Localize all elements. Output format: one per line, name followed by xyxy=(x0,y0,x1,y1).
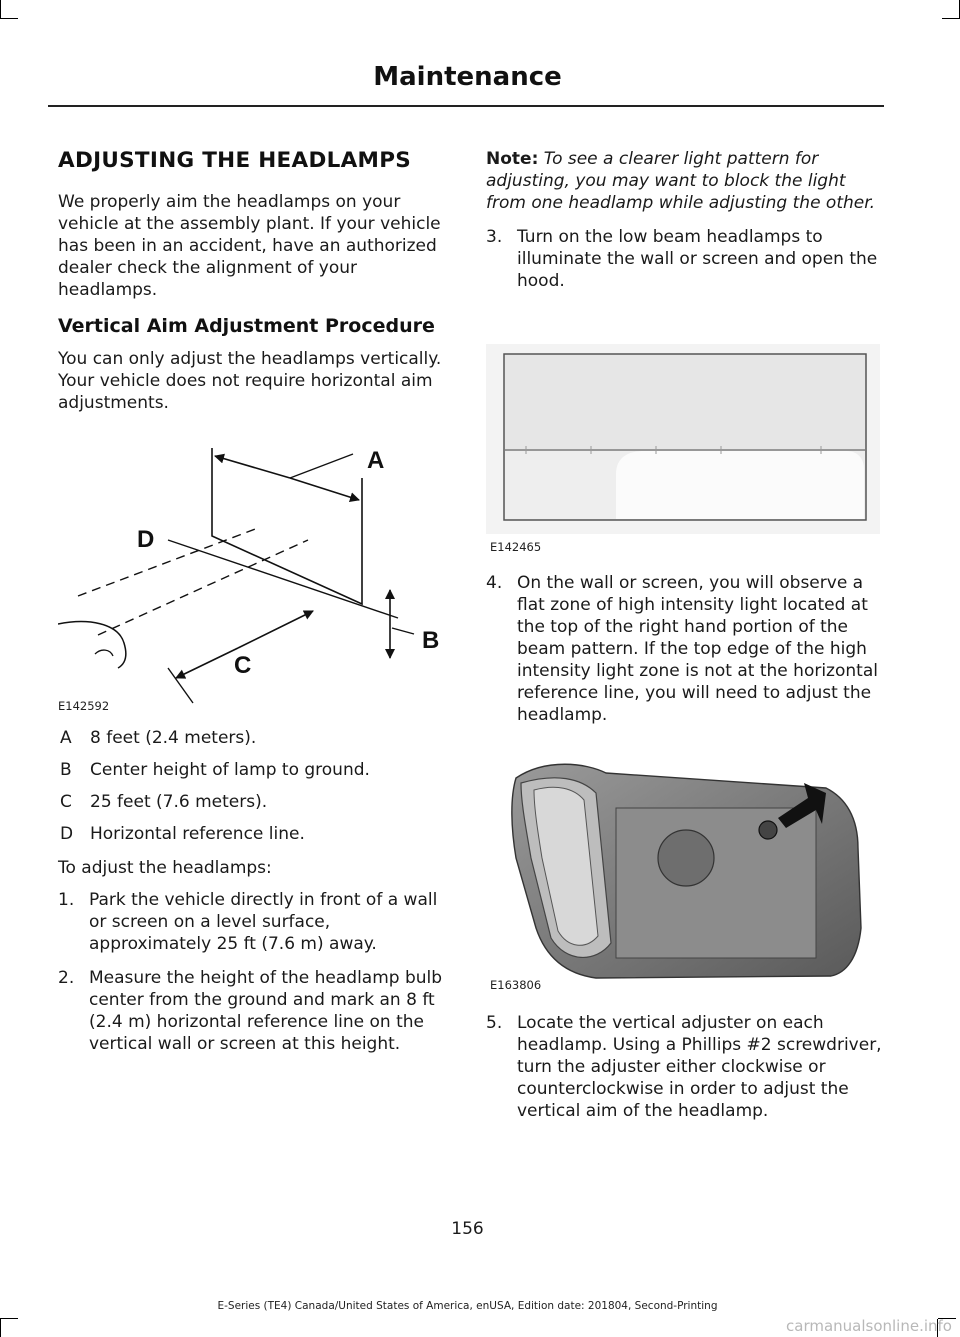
step-number: 3. xyxy=(486,227,503,247)
beam-line-lower xyxy=(98,540,308,635)
step-text: Locate the vertical adjuster on each headlamp. Using a Phillips #2 screwdriver, turn the adjuster either clockwise or counterclockwise in order to adjust the vertical aim of the headlamp. xyxy=(517,1013,882,1121)
aim-diagram xyxy=(58,428,448,713)
dimension-arrow-a-right xyxy=(290,478,359,500)
step-item xyxy=(486,572,884,726)
legend-key: D xyxy=(60,824,74,844)
step-text: Turn on the low beam headlamps to illuminate the wall or screen and open the hood. xyxy=(517,227,878,291)
step-item xyxy=(58,967,448,1055)
page-number: 156 xyxy=(451,1219,484,1239)
label-c: C xyxy=(234,652,252,679)
step-item xyxy=(58,889,448,955)
label-b: B xyxy=(422,627,440,654)
legend-value: Center height of lamp to ground. xyxy=(90,760,370,780)
step-text: On the wall or screen, you will observe a flat zone of high intensity light located at the top of the right hand portion of the beam pattern. If the top edge of the high intensity light zone is not at the horizontal reference line, you will need to adjust the headlamp. xyxy=(517,573,878,725)
leader-line-c xyxy=(168,668,193,703)
legend-row xyxy=(58,759,448,781)
figure-code: E142592 xyxy=(58,699,110,713)
crop-mark xyxy=(0,1319,1,1337)
header-divider xyxy=(48,105,884,107)
high-intensity-zone xyxy=(616,451,864,519)
step-item xyxy=(486,226,884,292)
legend-table xyxy=(58,727,448,845)
adjust-intro: To adjust the headlamps: xyxy=(58,858,272,878)
legend-row xyxy=(58,791,448,813)
figure-code: E142465 xyxy=(490,540,542,554)
subheading: Vertical Aim Adjustment Procedure xyxy=(58,315,435,337)
vehicle-wheel-arc xyxy=(95,650,113,656)
left-column xyxy=(58,148,448,1067)
legend-row xyxy=(58,823,448,845)
leader-line-b xyxy=(392,628,414,634)
step-number: 5. xyxy=(486,1013,503,1033)
step-number: 4. xyxy=(486,573,503,593)
page-section-title: Maintenance xyxy=(373,62,562,92)
legend-key: C xyxy=(60,792,72,812)
crop-mark xyxy=(0,18,18,19)
headlamp-back-plate xyxy=(616,808,816,958)
step-number: 1. xyxy=(58,890,75,910)
label-d: D xyxy=(137,526,155,553)
intro-paragraph: We properly aim the headlamps on your vehicle at the assembly plant. If your vehicle has been in an accident, have an authorized dealer check the alignment of your headlamps. xyxy=(58,192,441,300)
step-text: Measure the height of the headlamp bulb center from the ground and mark an 8 ft (2.4 m) horizontal reference line on the vertical wall or screen at this height. xyxy=(89,968,443,1054)
crop-mark xyxy=(942,18,960,19)
watermark: carmanualsonline.info xyxy=(786,1317,952,1335)
dimension-arrow-a-left xyxy=(215,456,290,478)
aim-diagram-figure xyxy=(58,428,448,713)
crop-mark xyxy=(0,1318,18,1319)
figure-code: E163806 xyxy=(490,978,542,992)
note-text: To see a clearer light pattern for adjusting, you may want to block the light from one headlamp while adjusting the other. xyxy=(486,149,876,213)
page-title: ADJUSTING THE HEADLAMPS xyxy=(58,148,412,173)
vehicle-front-outline xyxy=(58,622,126,668)
legend-row xyxy=(58,727,448,749)
headlamp-illustration xyxy=(486,738,884,1000)
right-column xyxy=(486,148,884,1134)
bulb-socket xyxy=(658,830,714,886)
step-text: Park the vehicle directly in front of a wall or screen on a level surface, approximately 25 ft (7.6 m) away. xyxy=(89,890,438,954)
beam-pattern-diagram xyxy=(486,304,884,544)
edition-line: E-Series (TE4) Canada/United States of America, enUSA, Edition date: 201804, Second-Printing xyxy=(217,1300,718,1312)
legend-value: 8 feet (2.4 meters). xyxy=(90,728,257,748)
dimension-arrow-c-left xyxy=(176,648,238,678)
legend-value: 25 feet (7.6 meters). xyxy=(90,792,268,812)
legend-key: A xyxy=(60,728,72,748)
vertical-adjuster xyxy=(759,821,777,839)
steps-list xyxy=(58,889,448,1055)
subintro-paragraph: You can only adjust the headlamps vertically. Your vehicle does not require horizontal aim adjustments. xyxy=(58,349,442,413)
legend-value: Horizontal reference line. xyxy=(90,824,305,844)
dimension-arrow-c-right xyxy=(238,611,313,648)
crop-mark xyxy=(0,0,1,18)
label-a: A xyxy=(367,447,385,474)
note-label: Note: xyxy=(486,149,539,169)
step-number: 2. xyxy=(58,968,75,988)
note xyxy=(486,148,884,214)
legend-key: B xyxy=(60,760,72,780)
headlamp-figure xyxy=(486,738,884,1000)
beam-pattern-figure xyxy=(486,304,884,564)
leader-line-a xyxy=(290,454,353,478)
step-item xyxy=(486,1012,884,1122)
